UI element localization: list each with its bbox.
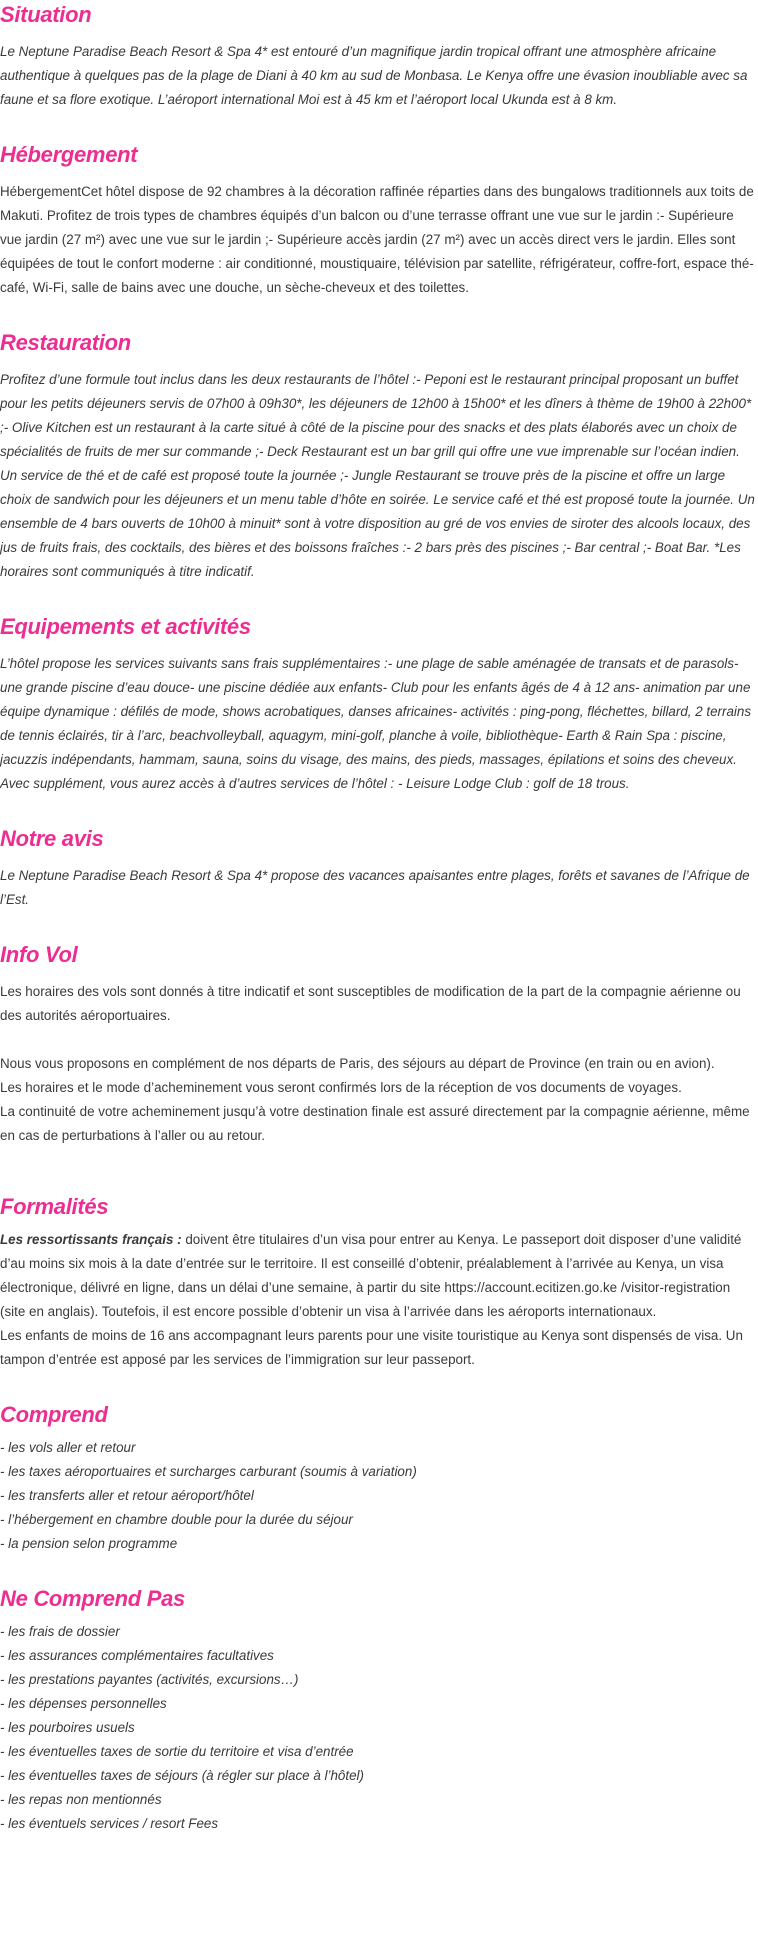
section-title-equipements: Equipements et activités bbox=[0, 614, 251, 639]
formalites-body: doivent être titulaires d’un visa pour entrer au Kenya. Le passeport doit disposer d’une validité d’au moins six mois à la date d’entrée sur le territoire. Il est conseillé d’obtenir, préalablement à l’arrivée au Kenya, un visa électronique, délivré en ligne, dans un délai d’une semaine, à partir du site https://account.ecitizen.go.ke /visitor-registration (site en anglais). Toutefois, il est encore possible d’obtenir un visa à l’arrivée dans les aéroports internationaux. bbox=[0, 1232, 742, 1319]
section-situation bbox=[0, 0, 758, 112]
formalites-text-1 bbox=[0, 1228, 758, 1324]
vol-text-1: Les horaires des vols sont donnés à titre indicatif et sont susceptibles de modification de la part de la compagnie aérienne ou des autorités aéroportuaires. bbox=[0, 984, 741, 1023]
list-item: - les dépenses personnelles bbox=[0, 1696, 167, 1711]
list-item: - les éventuels services / resort Fees bbox=[0, 1816, 219, 1831]
list-item: - les pourboires usuels bbox=[0, 1720, 135, 1735]
section-equipements bbox=[0, 612, 758, 796]
section-formalites bbox=[0, 1192, 758, 1372]
section-title-restauration: Restauration bbox=[0, 330, 131, 355]
section-title-situation: Situation bbox=[0, 2, 92, 27]
list-item: - les transferts aller et retour aéroport/hôtel bbox=[0, 1488, 254, 1503]
restauration-text: Profitez d’une formule tout inclus dans les deux restaurants de l’hôtel :- Peponi est le restaurant principal proposant un buffet pour les petits déjeuners servis de 07h00 à 09h30*, les déjeuners de 12h00 à 15h00* et les dîners à thème de 19h00 à 22h00* ;- Olive Kitchen est un restaurant à la carte situé à côté de la piscine pour des snacks et des plats élaborés avec un choix de spécialités de fruits de mer sur commande ;- Deck Restaurant est un bar grill qui offre une vue imprenable sur l’océan indien. Un service de thé et de café est proposé toute la journée ;- Jungle Restaurant se trouve près de la piscine et offre un large choix de sandwich pour les déjeuners et un menu table d’hôte en soirée. Le service café et thé est proposé toute la journée. Un ensemble de 4 bars ouverts de 10h00 à minuit* sont à votre disposition au gré de vos envies de siroter des alcools locaux, des jus de fruits frais, des cocktails, des bières et des boissons fraîches :- 2 bars près des piscines ;- Bar central ;- Boat Bar. *Les horaires sont communiqués à titre indicatif. bbox=[0, 372, 755, 579]
comprend-list bbox=[0, 1436, 758, 1556]
section-restauration bbox=[0, 328, 758, 584]
section-title-comprend: Comprend bbox=[0, 1402, 108, 1427]
list-item: - les assurances complémentaires facultatives bbox=[0, 1648, 274, 1663]
list-item: - les taxes aéroportuaires et surcharges carburant (soumis à variation) bbox=[0, 1464, 417, 1479]
section-title-ne-comprend-pas: Ne Comprend Pas bbox=[0, 1586, 185, 1611]
vol-text-2: Nous vous proposons en complément de nos départs de Paris, des séjours au départ de Province (en train ou en avion). bbox=[0, 1056, 715, 1071]
list-item: - les prestations payantes (activités, excursions…) bbox=[0, 1672, 299, 1687]
section-comprend bbox=[0, 1400, 758, 1556]
section-ne-comprend-pas bbox=[0, 1584, 758, 1836]
list-item: - les éventuelles taxes de sortie du territoire et visa d’entrée bbox=[0, 1744, 354, 1759]
list-item: - les frais de dossier bbox=[0, 1624, 120, 1639]
avis-text: Le Neptune Paradise Beach Resort & Spa 4* propose des vacances apaisantes entre plages, forêts et savanes de l’Afrique de l’Est. bbox=[0, 868, 750, 907]
vol-text-4: La continuité de votre acheminement jusqu’à votre destination finale est assuré directement par la compagnie aérienne, même en cas de perturbations à l’aller ou au retour. bbox=[0, 1104, 750, 1143]
situation-text: Le Neptune Paradise Beach Resort & Spa 4* est entouré d’un magnifique jardin tropical offrant une atmosphère africaine authentique à quelques pas de la plage de Diani à 40 km au sud de Monbasa. Le Kenya offre une évasion inoubliable avec sa faune et sa flore exotique. L’aéroport international Moi est à 45 km et l’aéroport local Ukunda est à 8 km. bbox=[0, 44, 748, 107]
list-item: - les éventuelles taxes de séjours (à régler sur place à l’hôtel) bbox=[0, 1768, 364, 1783]
section-info-vol bbox=[0, 940, 758, 1148]
formalites-lead: Les ressortissants français : bbox=[0, 1232, 182, 1247]
list-item: - les repas non mentionnés bbox=[0, 1792, 162, 1807]
list-item: - la pension selon programme bbox=[0, 1536, 178, 1551]
hebergement-text: HébergementCet hôtel dispose de 92 chambres à la décoration raffinée réparties dans des bungalows traditionnels aux toits de Makuti. Profitez de trois types de chambres équipés d’un balcon ou d’une terrasse offrant une vue sur le jardin :- Supérieure vue jardin (27 m²) avec une vue sur le jardin ;- Supérieure accès jardin (27 m²) avec un accès direct vers le jardin. Elles sont équipées de tout le confort moderne : air conditionné, moustiquaire, télévision par satellite, réfrigérateur, coffre-fort, espace thé-café, Wi-Fi, salle de bains avec une douche, un sèche-cheveux et des toilettes. bbox=[0, 184, 754, 295]
section-hebergement bbox=[0, 140, 758, 300]
vol-text-3: Les horaires et le mode d’acheminement vous seront confirmés lors de la réception de vos documents de voyages. bbox=[0, 1080, 682, 1095]
section-title-avis: Notre avis bbox=[0, 826, 104, 851]
equipements-text: L’hôtel propose les services suivants sans frais supplémentaires :- une plage de sable aménagée de transats et de parasols- une grande piscine d’eau douce- une piscine dédiée aux enfants- Club pour les enfants âgés de 4 à 12 ans- animation par une équipe dynamique : défilés de mode, shows acrobatiques, danses africaines- activités : ping-pong, fléchettes, billard, 2 terrains de tennis éclairés, tir à l’arc, beachvolleyball, aquagym, mini-golf, planche à voile, bibliothèque- Earth & Rain Spa : piscine, jacuzzis indépendants, hammam, sauna, soins du visage, des mains, des pieds, massages, épilations et soins des cheveux. Avec supplément, vous aurez accès à d’autres services de l’hôtel : - Leisure Lodge Club : golf de 18 trous. bbox=[0, 656, 752, 791]
ne-comprend-list bbox=[0, 1620, 758, 1836]
section-title-hebergement: Hébergement bbox=[0, 142, 138, 167]
list-item: - les vols aller et retour bbox=[0, 1440, 136, 1455]
section-avis bbox=[0, 824, 758, 912]
section-title-info-vol: Info Vol bbox=[0, 942, 78, 967]
formalites-text-2: Les enfants de moins de 16 ans accompagnant leurs parents pour une visite touristique au Kenya sont dispensés de visa. Un tampon d’entrée est apposé par les services de l’immigration sur leur passeport. bbox=[0, 1328, 743, 1367]
list-item: - l’hébergement en chambre double pour la durée du séjour bbox=[0, 1512, 353, 1527]
section-title-formalites: Formalités bbox=[0, 1194, 109, 1219]
